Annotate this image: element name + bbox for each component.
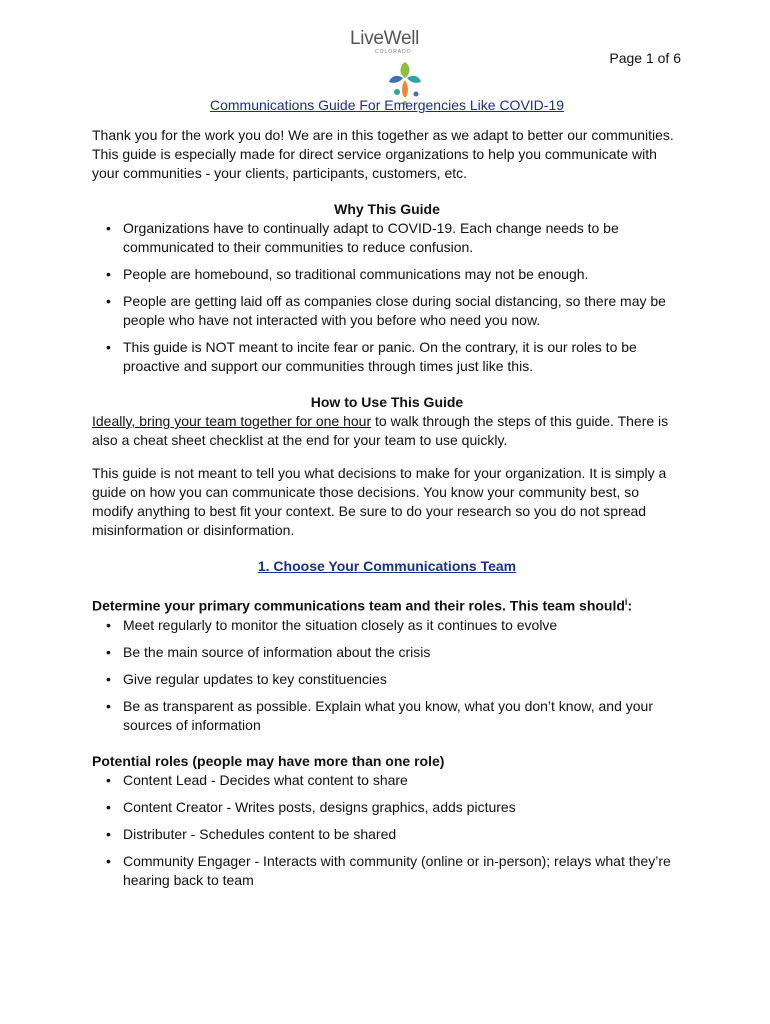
list-item: • Content Creator - Writes posts, designs graphics, adds pictures <box>106 798 516 815</box>
livewell-logo <box>345 26 425 86</box>
list-item: • This guide is NOT meant to incite fear or panic. On the contrary, it is our roles to be proactive and support our communities through times just like this. <box>106 339 637 374</box>
team-duties-list <box>92 616 682 735</box>
list-item: • Be the main source of information about the crisis <box>106 643 431 660</box>
list-item: • Be as transparent as possible. Explain what you know, what you don’t know, and your sources of information <box>106 697 653 733</box>
list-item: • Organizations have to continually adapt to COVID-19. Each change needs to be communicated to their communities to reduce confusion. <box>106 220 619 255</box>
list-item: • Community Engager - Interacts with community (online or in-person); relays what they’re hearing back to team <box>106 852 671 888</box>
footnote-mark: i <box>624 597 628 607</box>
logo-wordmark: LiveWell <box>350 28 420 49</box>
how-paragraph-2: This guide is not meant to tell you what decisions to make for your organization. It is simply a guide on how you can communicate those decisions. You know your community best, so modify anything to best fit your context. Be sure to do your research so you do not spread misinformation or disinformation. <box>92 465 667 538</box>
bullet-icon: • <box>106 670 111 687</box>
bullet-icon: • <box>106 697 111 714</box>
why-heading: Why This Guide <box>334 201 440 217</box>
bullet-icon: • <box>106 266 111 282</box>
list-item: • Give regular updates to key constituencies <box>106 670 387 687</box>
document-body <box>92 96 682 890</box>
intro-paragraph: Thank you for the work you do! We are in this together as we adapt to better our communities. This guide is especially made for direct service organizations to help you communicate with your communities - your clients, participants, customers, etc. <box>92 127 674 181</box>
underlined-instruction: Ideally, bring your team together for one hour <box>92 413 372 429</box>
list-item: • People are homebound, so traditional communications may not be enough. <box>106 266 589 282</box>
document-title: Communications Guide For Emergencies Like COVID-19 <box>209 97 565 113</box>
how-paragraph: Ideally, bring your team together for one hour to walk through the steps of this guide. There is also a cheat sheet checklist at the end for your team to use quickly. <box>92 413 669 448</box>
bullet-icon: • <box>106 616 111 633</box>
roles-list <box>92 771 682 890</box>
why-list <box>92 219 682 376</box>
bullet-icon: • <box>106 771 111 788</box>
list-item: • Distributer - Schedules content to be shared <box>106 825 397 842</box>
how-heading: How to Use This Guide <box>310 394 464 410</box>
list-item: • Meet regularly to monitor the situation closely as it continues to evolve <box>106 616 558 633</box>
list-item: • Content Lead - Decides what content to share <box>106 771 408 788</box>
bullet-icon: • <box>106 643 111 660</box>
section-1-lead: Determine your primary communications team and their roles. This team should$^i$: <box>92 597 633 614</box>
logo-subtitle: COLORADO <box>375 49 412 55</box>
page-number: Page 1 of 6 <box>609 50 681 66</box>
bullet-icon: • <box>106 220 111 236</box>
roles-heading: Potential roles (people may have more than one role) <box>92 752 445 769</box>
bullet-icon: • <box>106 798 111 815</box>
bullet-icon: • <box>106 293 111 309</box>
bullet-icon: • <box>106 852 111 869</box>
bullet-icon: • <box>106 339 111 355</box>
section-1-title: 1. Choose Your Communications Team <box>257 558 517 574</box>
bullet-icon: • <box>106 825 111 842</box>
list-item: • People are getting laid off as companies close during social distancing, so there may be people who have not interacted with you before who need you now. <box>106 293 666 328</box>
